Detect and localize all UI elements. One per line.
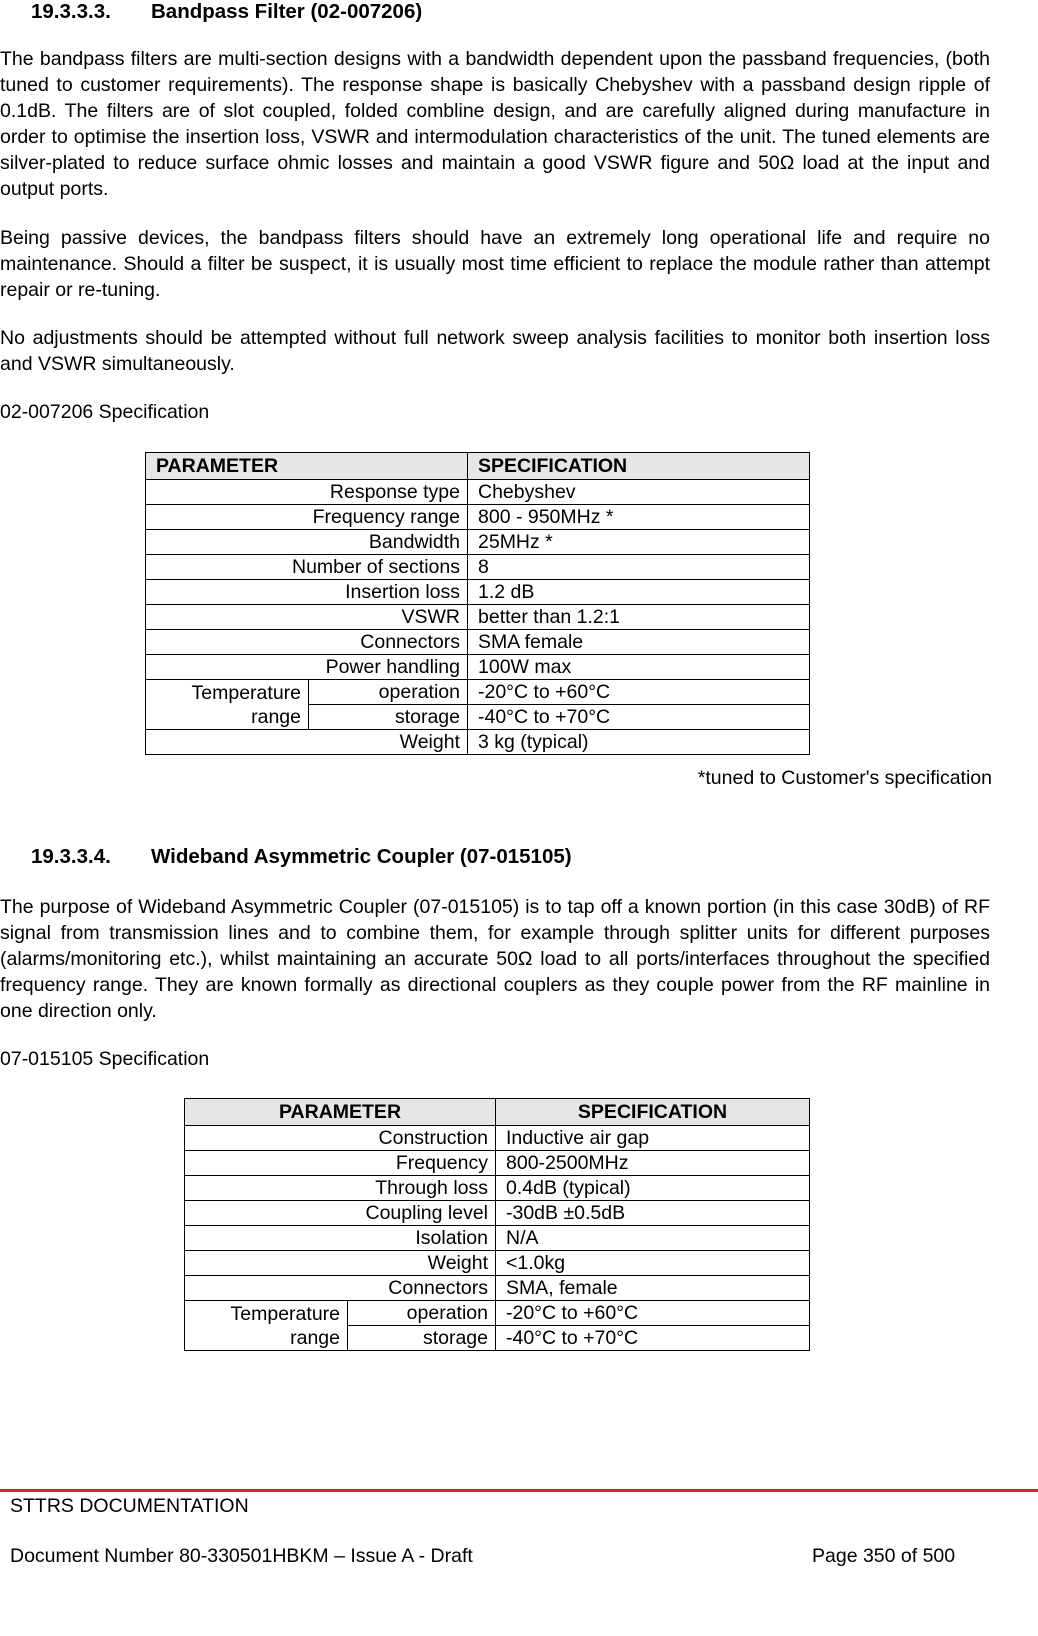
section-number: 19.3.3.3. — [31, 0, 111, 23]
table-row — [185, 1176, 810, 1201]
param-cell: Frequency range — [146, 505, 468, 530]
param-cell: Frequency — [185, 1151, 496, 1176]
param-cell: Weight — [185, 1251, 496, 1276]
value-cell: 0.4dB (typical) — [496, 1176, 810, 1201]
value-cell: 25MHz * — [468, 530, 810, 555]
paragraph: The bandpass filters are multi-section designs with a bandwidth dependent upon the passband frequencies, (both tuned to customer requirements). The response shape is basically Chebyshev with a passband design ripple of 0.1dB. The filters are of slot coupled, folded combline design, and are carefully aligned during manufacture in order to optimise the insertion loss, VSWR and intermodulation characteristics of the unit. The tuned elements are silver-plated to reduce surface ohmic losses and maintain a good VSWR figure and 50Ω load at the input and output ports. — [0, 48, 990, 200]
param-cell: Isolation — [185, 1226, 496, 1251]
table-row — [185, 1276, 810, 1301]
table-header-row — [185, 1099, 810, 1126]
header-parameter: PARAMETER — [185, 1099, 496, 1126]
param-cell: Weight — [146, 730, 468, 755]
operation-value: -20°C to +60°C — [496, 1301, 810, 1326]
table-row — [146, 655, 810, 680]
section-number: 19.3.3.4. — [31, 845, 111, 868]
footer-divider — [0, 1489, 1038, 1492]
param-cell: Response type — [146, 480, 468, 505]
operation-value: -20°C to +60°C — [468, 680, 810, 705]
value-cell: SMA female — [468, 630, 810, 655]
value-cell: 800 - 950MHz * — [468, 505, 810, 530]
param-cell: Bandwidth — [146, 530, 468, 555]
section-heading — [31, 0, 422, 24]
table-row — [146, 730, 810, 755]
table-row — [146, 480, 810, 505]
temperature-label-line2: range — [290, 1326, 340, 1349]
table-header-row — [146, 453, 810, 480]
value-cell: 3 kg (typical) — [468, 730, 810, 755]
value-cell: 8 — [468, 555, 810, 580]
spec-table-coupler — [184, 1098, 810, 1351]
temperature-label-line2: range — [251, 705, 301, 728]
temperature-label-line1: Temperature — [191, 681, 301, 704]
table-row — [146, 505, 810, 530]
param-cell: Insertion loss — [146, 580, 468, 605]
storage-value: -40°C to +70°C — [468, 705, 810, 730]
value-cell: N/A — [496, 1226, 810, 1251]
param-cell: VSWR — [146, 605, 468, 630]
paragraph: The purpose of Wideband Asymmetric Coupler (07-015105) is to tap off a known portion (in this case 30dB) of RF signal from transmission lines and to combine them, for example through splitter units for different purposes (alarms/monitoring etc.), whilst maintaining an accurate 50Ω load to all ports/interfaces throughout the specified frequency range. They are known formally as directional couplers as they couple power from the RF mainline in one direction only. — [0, 896, 990, 1022]
param-cell: Connectors — [185, 1276, 496, 1301]
table-row — [185, 1251, 810, 1276]
param-cell: Power handling — [146, 655, 468, 680]
header-specification: SPECIFICATION — [496, 1099, 810, 1126]
temperature-range-label — [146, 680, 309, 730]
spec-caption: 02-007206 Specification — [0, 401, 210, 423]
paragraph: Being passive devices, the bandpass filters should have an extremely long operational life and require no maintenance. Should a filter be suspect, it is usually most time efficient to replace the module rather than attempt repair or re-tuning. — [0, 227, 990, 301]
table-row — [146, 555, 810, 580]
table-row — [146, 580, 810, 605]
value-cell: Inductive air gap — [496, 1126, 810, 1151]
value-cell: Chebyshev — [468, 480, 810, 505]
param-cell: Construction — [185, 1126, 496, 1151]
operation-label: operation — [348, 1301, 496, 1326]
spec-caption: 07-015105 Specification — [0, 1048, 210, 1070]
param-cell: Through loss — [185, 1176, 496, 1201]
param-cell: Number of sections — [146, 555, 468, 580]
table-footnote: *tuned to Customer's specification — [697, 767, 992, 789]
operation-label: operation — [309, 680, 468, 705]
table-row — [146, 605, 810, 630]
header-parameter: PARAMETER — [146, 453, 468, 480]
table-row — [185, 1151, 810, 1176]
temperature-label-line1: Temperature — [230, 1302, 340, 1325]
temperature-range-label — [185, 1301, 348, 1351]
footer-label: STTRS DOCUMENTATION — [10, 1495, 249, 1517]
storage-label: storage — [348, 1326, 496, 1351]
section-heading — [31, 845, 572, 869]
spec-table-bandpass — [145, 452, 810, 755]
value-cell: -30dB ±0.5dB — [496, 1201, 810, 1226]
storage-value: -40°C to +70°C — [496, 1326, 810, 1351]
table-row — [146, 530, 810, 555]
value-cell: <1.0kg — [496, 1251, 810, 1276]
param-cell: Connectors — [146, 630, 468, 655]
storage-label: storage — [309, 705, 468, 730]
param-cell: Coupling level — [185, 1201, 496, 1226]
value-cell: 1.2 dB — [468, 580, 810, 605]
table-row — [185, 1201, 810, 1226]
paragraph: No adjustments should be attempted without full network sweep analysis facilities to monitor both insertion loss and VSWR simultaneously. — [0, 327, 990, 375]
header-specification: SPECIFICATION — [468, 453, 810, 480]
page-number: Page 350 of 500 — [812, 1545, 956, 1567]
section-title: Wideband Asymmetric Coupler (07-015105) — [151, 845, 572, 868]
value-cell: 100W max — [468, 655, 810, 680]
value-cell: SMA, female — [496, 1276, 810, 1301]
table-row — [185, 1126, 810, 1151]
document-number: Document Number 80-330501HBKM – Issue A - Draft — [10, 1545, 473, 1567]
table-row — [185, 1226, 810, 1251]
table-row — [185, 1301, 810, 1326]
table-row — [146, 630, 810, 655]
value-cell: 800-2500MHz — [496, 1151, 810, 1176]
table-row — [146, 680, 810, 705]
section-title: Bandpass Filter (02-007206) — [151, 0, 423, 23]
value-cell: better than 1.2:1 — [468, 605, 810, 630]
